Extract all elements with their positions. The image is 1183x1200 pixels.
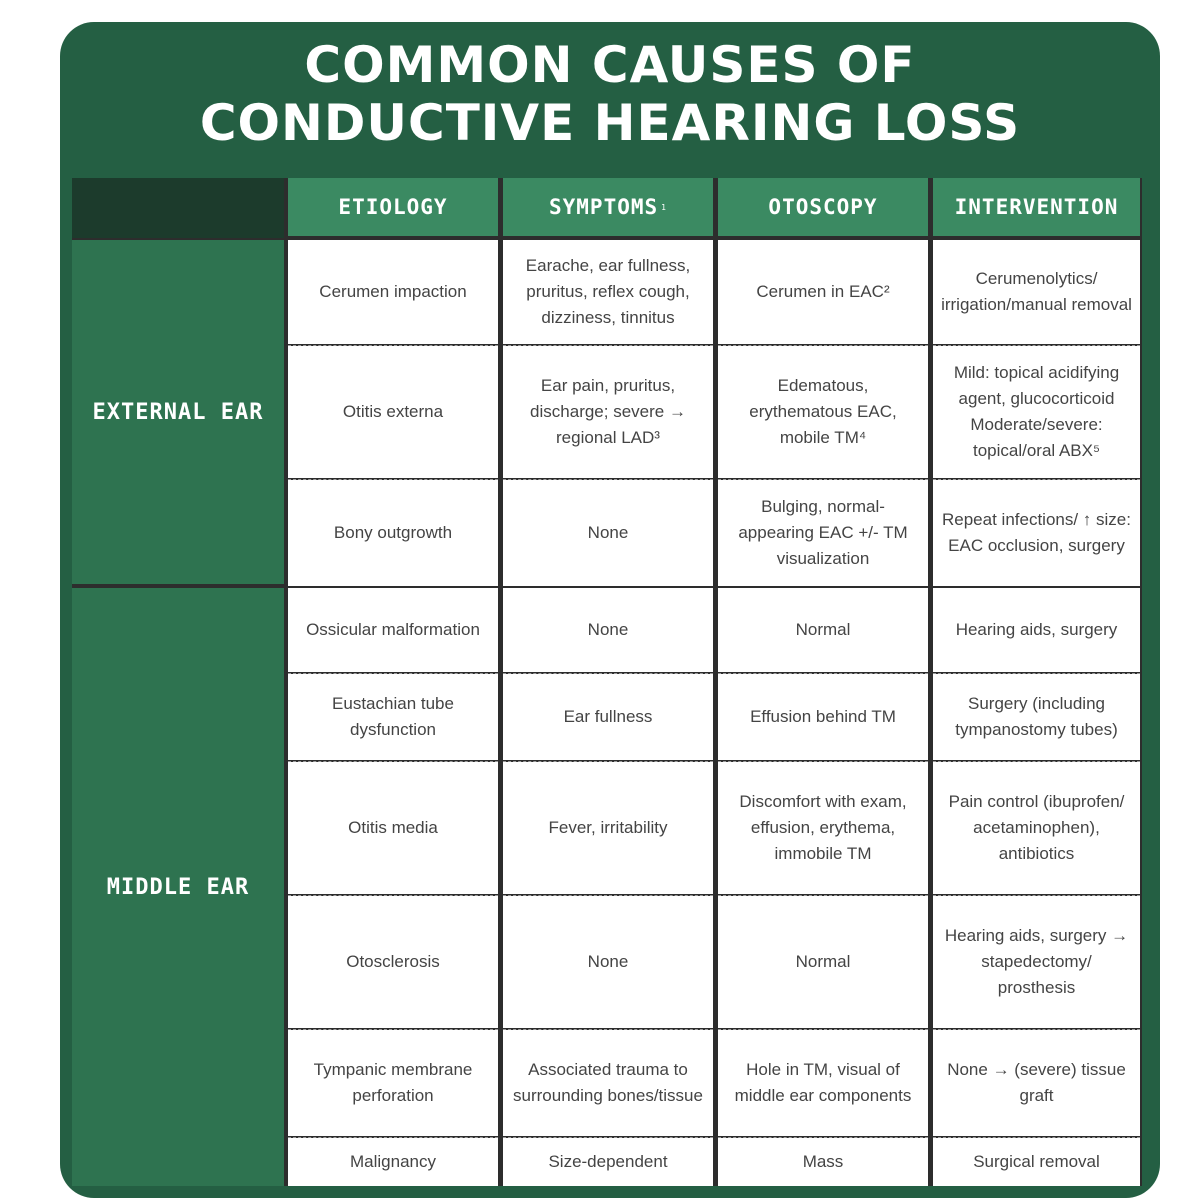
cell-symptoms-text: Size-dependent	[548, 1152, 668, 1171]
cell-symptoms-text: Earache, ear fullness, pruritus, reflex cough, dizziness, tinnitus	[525, 256, 691, 327]
cell-symptoms	[503, 346, 713, 478]
page-title	[60, 36, 1160, 152]
cell-etiology-text: Otosclerosis	[346, 952, 440, 971]
header-symptoms-mark: 1	[661, 202, 667, 212]
cell-symptoms	[503, 674, 713, 760]
cell-intervention-text: Mild: topical acidifying agent, glucocorticoid Moderate/severe: topical/oral ABX⁵	[953, 363, 1120, 460]
cell-otoscopy-text: Edematous, erythematous EAC, mobile TM⁴	[749, 376, 897, 447]
cell-symptoms	[503, 1138, 713, 1186]
cell-otoscopy	[718, 588, 928, 672]
cell-intervention-text: Cerumenolytics/ irrigation/manual removal	[941, 269, 1132, 314]
cell-otoscopy	[718, 480, 928, 586]
header-etiology	[288, 178, 498, 236]
cell-intervention	[933, 346, 1140, 478]
cell-otoscopy	[718, 240, 928, 344]
cell-etiology-text: Ossicular malformation	[306, 620, 480, 639]
cell-etiology-text: Otitis media	[348, 818, 438, 837]
cell-intervention	[933, 674, 1140, 760]
header-otoscopy-label: OTOSCOPY	[768, 195, 878, 219]
cell-otoscopy-text: Bulging, normal-appearing EAC +/- TM visualization	[738, 497, 908, 568]
section-external-ear-label: EXTERNAL EAR	[92, 399, 264, 425]
cell-otoscopy	[718, 896, 928, 1028]
cell-etiology-text: Bony outgrowth	[333, 523, 453, 542]
cell-symptoms-text: Ear fullness	[563, 707, 653, 726]
cell-otoscopy-text: Normal	[795, 620, 851, 639]
cell-symptoms-text: Fever, irritability	[548, 818, 668, 837]
section-middle-ear	[72, 588, 284, 1186]
cell-otoscopy-text: Normal	[795, 952, 851, 971]
cell-intervention-text: Pain control (ibuprofen/ acetaminophen), antibiotics	[948, 792, 1125, 863]
section-middle-ear-label: MIDDLE EAR	[106, 874, 250, 900]
cell-otoscopy-text: Discomfort with exam, effusion, erythema, immobile TM	[739, 792, 907, 863]
cell-intervention	[933, 480, 1140, 586]
section-external-ear	[72, 240, 284, 584]
cell-otoscopy-text: Effusion behind TM	[750, 707, 896, 726]
cell-otoscopy-text: Cerumen in EAC²	[756, 282, 890, 301]
title-line-2: CONDUCTIVE HEARING LOSS	[199, 94, 1021, 152]
cell-symptoms	[503, 762, 713, 894]
cell-etiology-text: Otitis externa	[342, 402, 444, 421]
header-symptoms	[503, 178, 713, 236]
cell-etiology	[288, 480, 498, 586]
header-intervention	[933, 178, 1140, 236]
cell-otoscopy	[718, 1030, 928, 1136]
cell-symptoms	[503, 240, 713, 344]
cell-intervention	[933, 1030, 1140, 1136]
cell-intervention	[933, 1138, 1140, 1186]
table-corner	[72, 178, 284, 238]
cell-symptoms-text: Ear pain, pruritus, discharge; severe → regional LAD³	[530, 376, 686, 447]
header-symptoms-label: SYMPTOMS	[549, 195, 659, 219]
cell-symptoms	[503, 1030, 713, 1136]
cell-symptoms	[503, 588, 713, 672]
cell-otoscopy	[718, 1138, 928, 1186]
title-line-1: COMMON CAUSES OF	[304, 36, 916, 94]
cell-etiology-text: Malignancy	[350, 1152, 436, 1171]
header-otoscopy	[718, 178, 928, 236]
cell-intervention-text: Surgery (including tympanostomy tubes)	[955, 694, 1118, 739]
cell-etiology	[288, 896, 498, 1028]
cell-otoscopy	[718, 674, 928, 760]
cell-intervention-text: Hearing aids, surgery → stapedectomy/ prosthesis	[944, 926, 1129, 997]
cell-symptoms-text: Associated trauma to surrounding bones/tissue	[513, 1060, 703, 1105]
cell-otoscopy	[718, 346, 928, 478]
cell-intervention	[933, 896, 1140, 1028]
cell-symptoms	[503, 480, 713, 586]
cell-etiology	[288, 588, 498, 672]
cell-symptoms	[503, 896, 713, 1028]
cell-symptoms-text: None	[587, 620, 629, 639]
cell-etiology	[288, 1030, 498, 1136]
cell-intervention	[933, 588, 1140, 672]
cell-symptoms-text: None	[587, 523, 629, 542]
cell-etiology	[288, 346, 498, 478]
cell-otoscopy	[718, 762, 928, 894]
cell-intervention-text: None → (severe) tissue graft	[947, 1060, 1126, 1105]
cell-intervention-text: Surgical removal	[973, 1152, 1100, 1171]
causes-table	[72, 178, 1142, 1186]
cell-etiology	[288, 1138, 498, 1186]
cell-etiology	[288, 674, 498, 760]
cell-otoscopy-text: Hole in TM, visual of middle ear components	[734, 1060, 912, 1105]
cell-intervention-text: Hearing aids, surgery	[955, 620, 1118, 639]
cell-etiology-text: Eustachian tube dysfunction	[332, 694, 454, 739]
cell-intervention-text: Repeat infections/ ↑ size: EAC occlusion, surgery	[942, 510, 1131, 555]
cell-intervention	[933, 240, 1140, 344]
cell-etiology	[288, 762, 498, 894]
cell-symptoms-text: None	[587, 952, 629, 971]
cell-otoscopy-text: Mass	[802, 1152, 844, 1171]
header-intervention-label: INTERVENTION	[954, 195, 1119, 219]
cell-etiology	[288, 240, 498, 344]
header-etiology-label: ETIOLOGY	[338, 195, 448, 219]
cell-etiology-text: Cerumen impaction	[319, 282, 467, 301]
cell-intervention	[933, 762, 1140, 894]
cell-etiology-text: Tympanic membrane perforation	[313, 1060, 473, 1105]
